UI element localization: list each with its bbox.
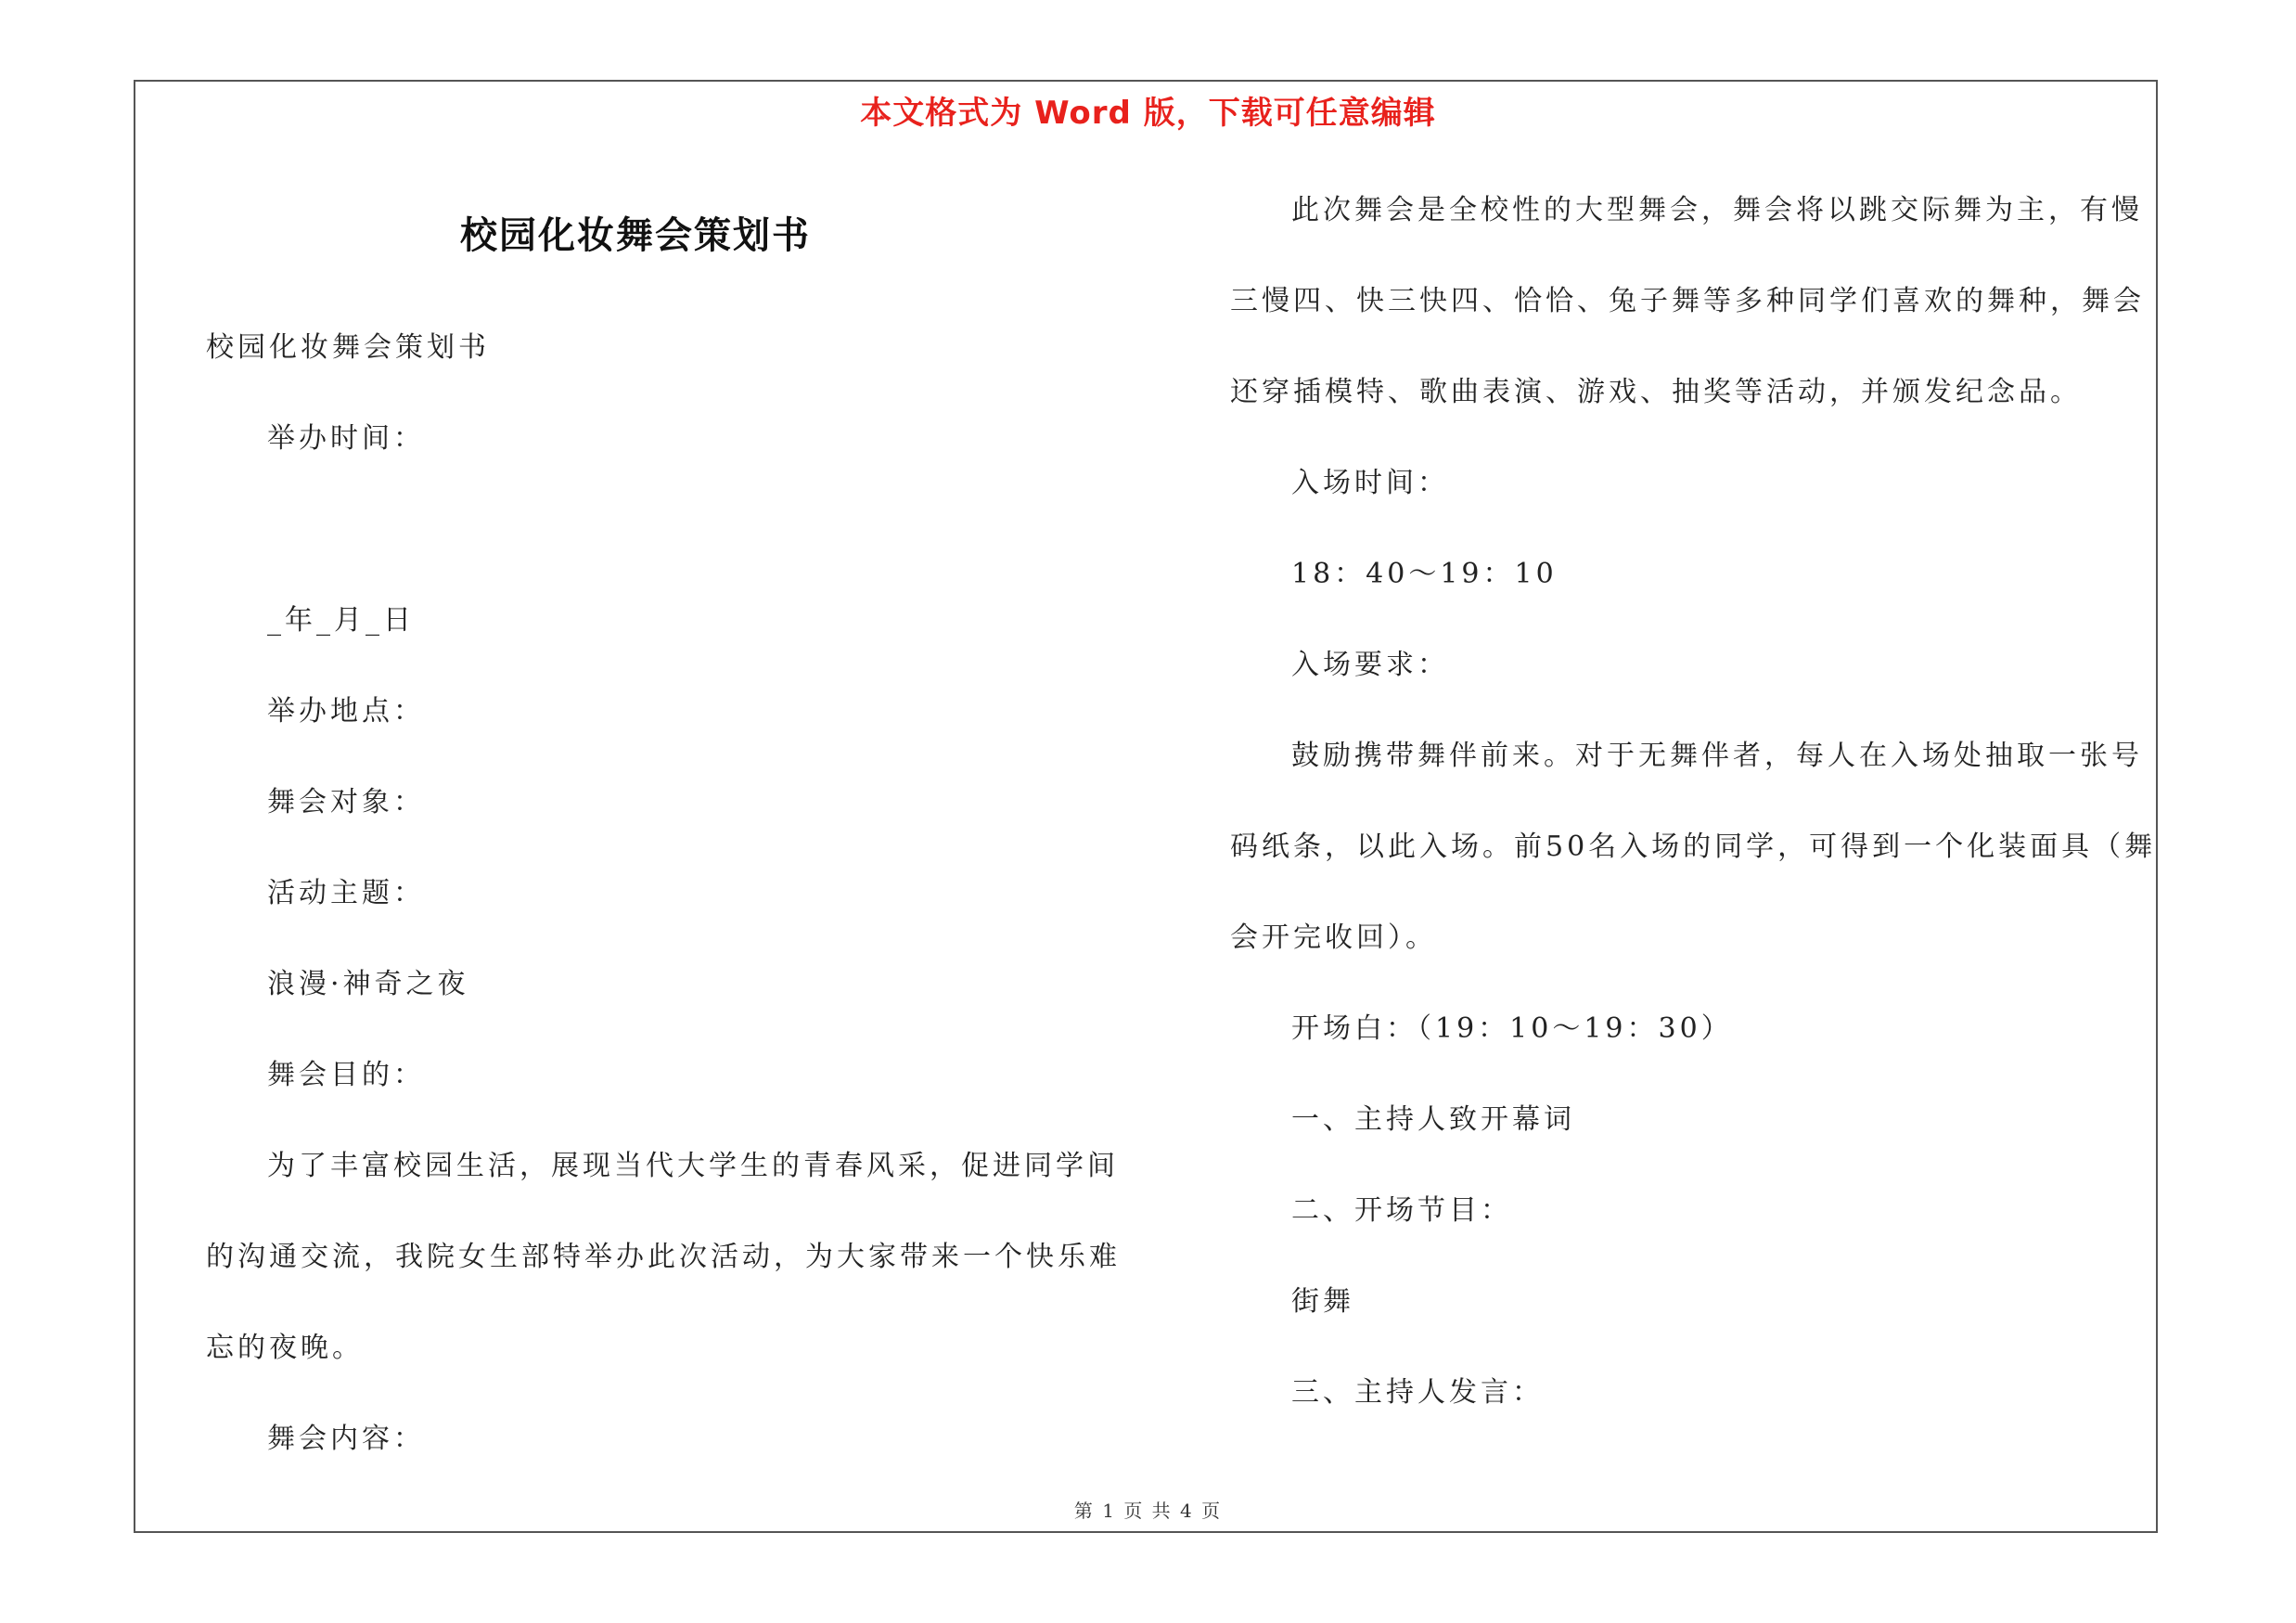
left-paragraph-venue-label: 举办地点： xyxy=(267,695,425,728)
right-paragraph-item-3: 三、主持人发言： xyxy=(1291,1376,1544,1409)
left-paragraph-audience-label: 舞会对象： xyxy=(267,786,425,818)
right-paragraph-entry-req-label: 入场要求： xyxy=(1291,649,1449,681)
left-paragraph-subtitle: 校园化妆舞会策划书 xyxy=(206,331,490,364)
left-paragraph-purpose: 为了丰富校园生活，展现当代大学生的青春风采，促进同学间的沟通交流，我院女生部特举办此次活动，为大家带来一个快乐难忘的夜晚。 xyxy=(206,1150,1121,1364)
right-paragraph-opening: 开场白：（19：10～19：30） xyxy=(1291,1012,1733,1045)
left-paragraph-time-label: 举办时间： xyxy=(267,422,425,455)
right-column xyxy=(1230,165,2158,1438)
left-paragraph-date: _年_月_日 xyxy=(267,604,415,637)
left-paragraph-theme-label: 活动主题： xyxy=(267,877,425,909)
left-column xyxy=(206,303,1134,1485)
left-paragraph-theme: 浪漫·神奇之夜 xyxy=(267,968,469,1000)
right-paragraph-overview: 此次舞会是全校性的大型舞会，舞会将以跳交际舞为主，有慢三慢四、快三快四、恰恰、兔子舞等多种同学们喜欢的舞种，舞会还穿插模特、歌曲表演、游戏、抽奖等活动，并颁发纪念品。 xyxy=(1230,194,2145,408)
document-title: 校园化妆舞会策划书 xyxy=(460,214,811,257)
left-paragraph-purpose-label: 舞会目的： xyxy=(267,1059,425,1091)
right-paragraph-entry-time: 18：40～19：10 xyxy=(1291,558,1558,590)
right-paragraph-item-1: 一、主持人致开幕词 xyxy=(1291,1103,1575,1136)
right-paragraph-entry-req: 鼓励携带舞伴前来。对于无舞伴者，每人在入场处抽取一张号码纸条，以此入场。前50名入场的同学，可得到一个化装面具（舞会开完收回）。 xyxy=(1230,740,2157,954)
right-paragraph-street-dance: 街舞 xyxy=(1291,1285,1354,1318)
left-paragraph-blank xyxy=(206,484,1134,575)
page-number-footer: 第 1 页 共 4 页 xyxy=(1073,1500,1223,1522)
right-paragraph-entry-time-label: 入场时间： xyxy=(1291,467,1449,499)
left-paragraph-content-label: 舞会内容： xyxy=(267,1423,425,1455)
editable-format-banner: 本文格式为 Word 版，下载可任意编辑 xyxy=(860,95,1436,132)
right-paragraph-item-2: 二、开场节目： xyxy=(1291,1194,1512,1227)
